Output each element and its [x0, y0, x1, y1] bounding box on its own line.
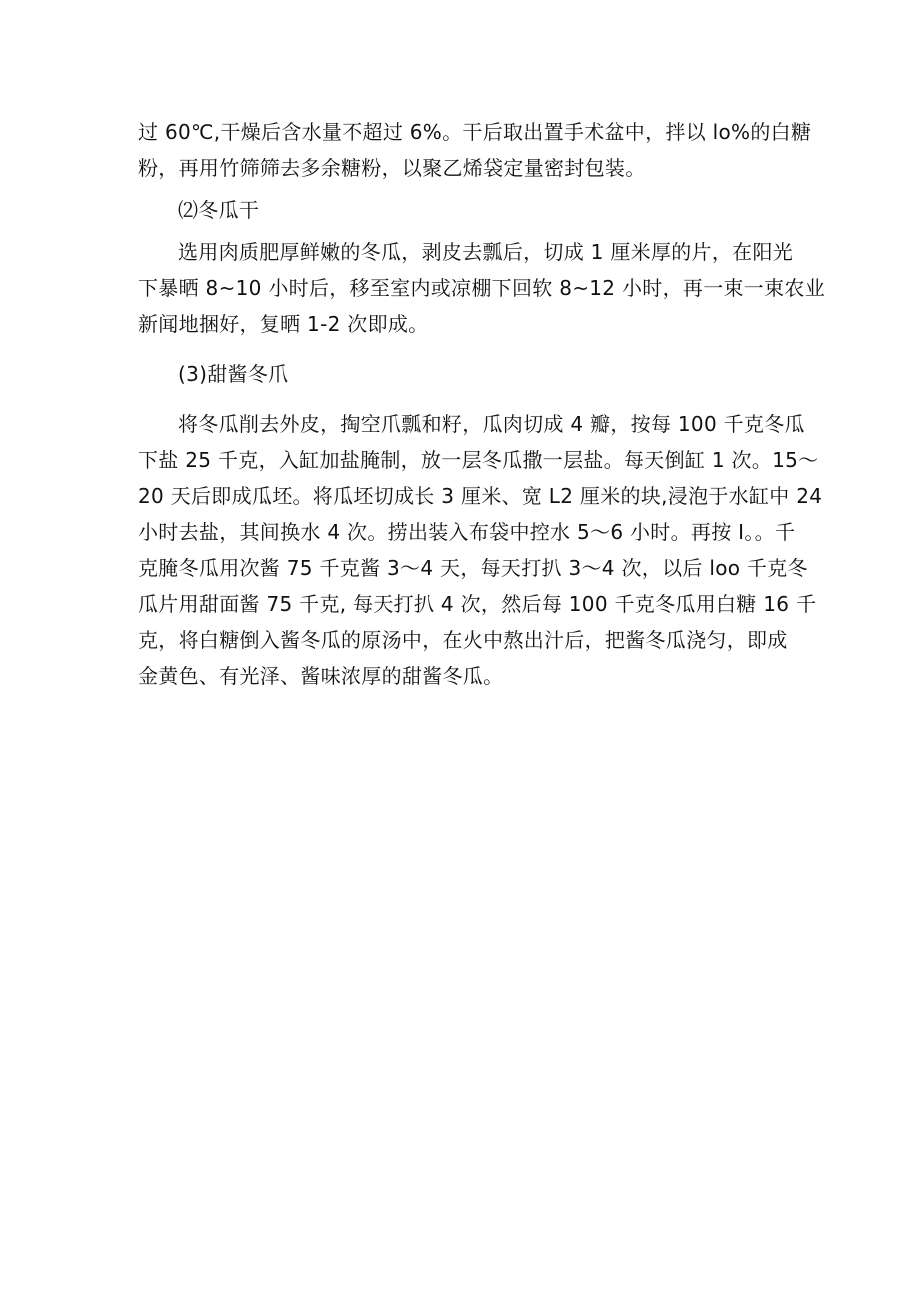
- text-line: 小时去盐，其间换水 4 次。捞出装入布袋中控水 5～6 小时。再按 I。。千: [138, 520, 796, 544]
- text-line: 20 天后即成瓜坯。将瓜坯切成长 3 厘米、宽 L2 厘米的块,浸泡于水缸中 24: [138, 484, 823, 508]
- text-line: 选用肉质肥厚鲜嫩的冬瓜，剥皮去瓢后，切成 1 厘米厚的片，在阳光: [178, 240, 794, 264]
- section-heading-dried-melon: ⑵冬瓜干: [178, 198, 260, 222]
- paragraph-drying-continued: [138, 114, 812, 186]
- text-line: 克腌冬瓜用次酱 75 千克酱 3～4 天，每天打扒 3～4 次，以后 loo 千克冬: [138, 556, 808, 580]
- text-line: 瓜片用甜面酱 75 千克, 每天打扒 4 次，然后每 100 千克冬瓜用白糖 16 千: [138, 592, 817, 616]
- text-line: 将冬瓜削去外皮，掏空爪瓢和籽，瓜肉切成 4 瓣，按每 100 千克冬瓜: [178, 412, 805, 436]
- text-line: 下暴晒 8~10 小时后，移至室内或凉棚下回软 8~12 小时，再一束一束农业: [138, 276, 825, 300]
- text-line: 下盐 25 千克，入缸加盐腌制，放一层冬瓜撒一层盐。每天倒缸 1 次。15～: [138, 448, 819, 472]
- text-line: 过 60℃,干燥后含水量不超过 6%。干后取出置手术盆中，拌以 lo%的白糖: [138, 120, 812, 144]
- paragraph-sweet-sauce-melon: [138, 406, 823, 694]
- text-line: 克，将白糖倒入酱冬瓜的原汤中，在火中熬出汁后，把酱冬瓜浇匀，即成: [138, 628, 788, 652]
- document-body: [138, 114, 825, 694]
- text-line: 粉，再用竹筛筛去多余糖粉，以聚乙烯袋定量密封包装。: [138, 156, 646, 180]
- text-line: 金黄色、有光泽、酱味浓厚的甜酱冬瓜。: [138, 664, 504, 688]
- section-heading-sweet-sauce-melon: (3)甜酱冬爪: [178, 362, 289, 386]
- paragraph-dried-melon: [138, 234, 825, 342]
- text-line: 新闻地捆好，复晒 1-2 次即成。: [138, 312, 429, 336]
